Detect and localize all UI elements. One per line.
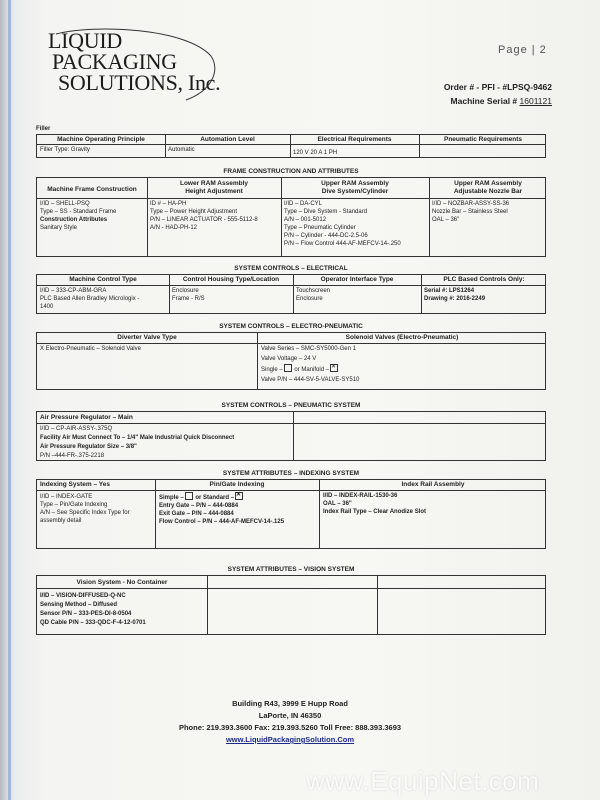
standard-checkbox[interactable] <box>235 492 243 500</box>
vision-section-title: SYSTEM ATTRIBUTES – VISION SYSTEM <box>227 566 355 573</box>
electrical-col1 <box>40 287 168 311</box>
binder-edge <box>0 0 16 800</box>
electrical-col3-line: Touchscreen <box>296 288 331 294</box>
frame-col4 <box>432 200 546 224</box>
manifold-checkbox[interactable] <box>330 364 338 372</box>
indexing-col1-line: I/ID – INDEX-GATE <box>40 494 93 500</box>
frame-header-lower-ram <box>147 180 281 196</box>
filler-header-principle: Machine Operating Principle <box>57 136 145 143</box>
filler-type-value: Filler Type: Gravity <box>40 147 90 153</box>
electrical-col1-line: I/ID – 333-CP-ABM-GRA <box>40 288 107 294</box>
frame-col2-line: A/N - HAD-PH-12 <box>150 225 198 231</box>
frame-col1-line: Sanitary Style <box>40 225 78 231</box>
electrical-col1-line: PLC Based Allen Bradley Micrologix - <box>40 296 140 302</box>
electrical-col2-line: Frame - R/S <box>172 296 205 302</box>
frame-header-lower-ram-line1: Lower RAM Assembly <box>179 180 249 187</box>
indexing-col3-line: OAL – 36" <box>323 501 352 507</box>
filler-header-pneumatic: Pneumatic Requirements <box>443 136 523 143</box>
plc-drawing: Drawing #: 2016-2249 <box>424 296 486 302</box>
indexing-header: Indexing System – Yes <box>40 481 110 488</box>
single-checkbox[interactable] <box>284 364 292 372</box>
plc-serial: Serial #: LPS1264 <box>424 288 475 294</box>
vision-line: QD Cable P/N – 333-QDC-F-4-12-0701 <box>40 620 146 626</box>
frame-col3-line: A/N – 001-5012 <box>284 217 327 223</box>
frame-header-construction: Machine Frame Construction <box>47 186 137 193</box>
frame-col3-line: P/N – Cylinder - 444-DC-2.5-06 <box>284 233 368 239</box>
valve-voltage: Valve Voltage – 24 V <box>261 355 317 362</box>
frame-col3-line: Type – Pneumatic Cylinder <box>284 225 356 231</box>
electrical-table <box>36 274 546 314</box>
air-regulator-line: I/ID – CP-AIR-ASSY-.375Q <box>40 426 113 432</box>
manifold-label: or Manifold – <box>294 367 330 373</box>
filler-table <box>36 134 546 158</box>
air-regulator-line: Facility Air Must Connect To – 1/4" Male Industrial Quick Disconnect <box>40 435 235 441</box>
frame-header-nozzle-line2: Adjustable Nozzle Bar <box>453 188 523 195</box>
frame-col2 <box>150 200 280 232</box>
equipnet-watermark: www.EquipNet.com <box>306 766 540 796</box>
frame-col1-line: Construction Attributes <box>40 217 108 223</box>
air-regulator-line: Air Pressure Regulator Size – 3/8" <box>40 444 137 450</box>
electrical-col3 <box>296 287 330 303</box>
frame-col1 <box>40 200 146 232</box>
frame-header-lower-ram-line2: Height Adjustment <box>185 188 243 195</box>
pneumatic-section-title: SYSTEM CONTROLS – PNEUMATIC SYSTEM <box>221 402 361 409</box>
indexing-col1-line: Type – Pin/Gate Indexing <box>40 502 108 508</box>
frame-col1-line: I/ID – SHELL-PSQ <box>40 201 90 207</box>
electrical-section-title: SYSTEM CONTROLS – ELECTRICAL <box>234 265 348 272</box>
frame-header-dive-line1: Upper RAM Assembly <box>321 180 389 187</box>
vision-line: Sensor P/N – 333-PES-DI-8-0504 <box>40 611 132 617</box>
indexing-col1-line: assembly detail <box>40 518 82 524</box>
electrical-header-control: Machine Control Type <box>69 276 137 283</box>
frame-col3-line: I/ID – DA-CYL <box>284 201 323 207</box>
single-manifold-row <box>261 364 541 376</box>
automation-value: Automatic <box>168 147 195 153</box>
filler-header-electrical: Electrical Requirements <box>317 136 392 143</box>
air-regulator-line: P/N –444-FR-.375-2218 <box>40 453 105 459</box>
footer-city: LaPorte, IN 46350 <box>258 711 322 720</box>
exit-gate-pn: Exit Gate – P/N – 444-0884 <box>159 511 234 517</box>
frame-col3 <box>284 200 428 248</box>
frame-header-nozzle-line1: Upper RAM Assembly <box>454 180 522 187</box>
electro-pneumatic-section-title: SYSTEM CONTROLS – ELECTRO-PNEUMATIC <box>219 323 363 330</box>
order-number: Order # - PFI - #LPSQ-9462 <box>443 82 552 92</box>
indexing-col3-line: Index Rail Type – Clear Anodize Slot <box>323 509 427 515</box>
frame-col2-line: P/N – LINEAR ACTUATOR - 555-5112-8 <box>150 217 258 223</box>
frame-col4-line: OAL – 36" <box>432 217 460 223</box>
vision-header: Vision System - No Container <box>76 579 168 586</box>
vision-line: I/ID – VISION-DIFFUSED-Q-NC <box>40 593 126 599</box>
index-rail-header: Index Rail Assembly <box>401 481 465 488</box>
air-regulator-header: Air Pressure Regulator – Main <box>40 414 133 421</box>
electrical-col1-line: 1400 <box>40 304 54 310</box>
logo-line-1: LIQUID <box>48 28 122 53</box>
frame-col3-line: Type – Dive System - Standard <box>284 209 368 215</box>
footer-street: Building R43, 3999 E Hupp Road <box>232 699 348 708</box>
solenoid-valves-header: Solenoid Valves (Electro-Pneumatic) <box>345 334 459 341</box>
pin-gate-header: Pin/Gate Indexing <box>209 481 265 488</box>
electrical-value: 120 V 20 A 1 PH <box>293 150 338 156</box>
frame-col1-line: Type – SS - Standard Frame <box>40 209 117 215</box>
filler-section-label: Filler <box>36 126 51 132</box>
indexing-col1-line: A/N – See Specific Index Type for <box>40 510 130 516</box>
frame-col4-line: I/ID – NOZBAR-ASSY-SS-36 <box>432 201 510 207</box>
valve-series: Valve Series – SMC-SY5000-Gen 1 <box>261 346 356 352</box>
serial-value: 1601121 <box>519 96 552 106</box>
page-number: Page | 2 <box>498 44 547 56</box>
frame-table <box>36 177 546 257</box>
electrical-col4 <box>424 287 485 303</box>
footer-address <box>160 698 420 746</box>
air-regulator-details <box>40 425 340 461</box>
standard-label: or Standard – <box>195 495 235 501</box>
serial-label: Machine Serial # <box>450 96 518 106</box>
indexing-col3-line: I/ID – INDEX-RAIL-1530-36 <box>323 493 398 499</box>
frame-header-dive-line2: Dive System/Cylinder <box>321 188 389 195</box>
vision-line: Sensing Method – Diffused <box>40 602 118 608</box>
electrical-header-housing: Control Housing Type/Location <box>182 276 280 283</box>
order-info <box>444 80 552 108</box>
indexing-table <box>36 479 546 549</box>
footer-website-link[interactable]: www.LiquidPackagingSolution.Com <box>225 735 355 744</box>
simple-standard-row <box>159 492 319 502</box>
simple-label: Simple – <box>159 495 184 501</box>
diverter-valve-header: Diverter Valve Type <box>117 334 177 341</box>
indexing-col2 <box>159 492 319 526</box>
filler-header-automation: Automation Level <box>200 136 255 143</box>
diverter-valve-value: X Electro-Pneumatic – Solenoid Valve <box>40 346 141 352</box>
electrical-col2-line: Enclosure <box>172 288 199 294</box>
indexing-section-title: SYSTEM ATTRIBUTES – INDEXING SYSTEM <box>222 470 360 477</box>
logo-line-3: SOLUTIONS, Inc. <box>58 70 221 95</box>
frame-col3-line: P/N – Flow Control 444-AF-MEFCV-14-.250 <box>284 241 401 247</box>
electrical-col3-line: Enclosure <box>296 296 323 302</box>
pneumatic-table <box>36 411 546 461</box>
electro-pneumatic-table <box>36 332 546 390</box>
electrical-col2 <box>172 287 205 303</box>
machine-serial <box>444 94 552 108</box>
vision-details <box>40 592 206 628</box>
solenoid-details <box>261 345 541 385</box>
frame-col4-line: Nozzle Bar – Stainless Steel <box>432 209 508 215</box>
footer-phones: Phone: 219.393.3600 Fax: 219.393.5260 Toll Free: 888.393.3693 <box>178 723 402 732</box>
electrical-header-interface: Operator Interface Type <box>320 276 394 283</box>
vision-table <box>36 575 546 635</box>
logo-line-2: PACKAGING <box>52 49 177 74</box>
electrical-header-plc: PLC Based Controls Only: <box>443 276 525 283</box>
simple-checkbox[interactable] <box>185 492 193 500</box>
indexing-col1 <box>40 493 154 525</box>
frame-col2-line: Type – Power Height Adjustment <box>150 209 238 215</box>
frame-section-title: FRAME CONSTRUCTION AND ATTRIBUTES <box>223 168 359 175</box>
entry-gate-pn: Entry Gate – P/N – 444-0884 <box>159 503 239 509</box>
frame-header-upper-ram-nozzle <box>429 180 547 196</box>
indexing-col3 <box>323 492 543 516</box>
single-label: Single – <box>261 367 283 373</box>
flow-control-pn: Flow Control – P/N – 444-AF-MEFCV-14-.125 <box>159 519 285 525</box>
frame-col2-line: ID # – HA-PH <box>150 201 187 207</box>
company-logo <box>48 30 220 93</box>
valve-pn: Valve P/N – 444-SV-5-VALVE-SY510 <box>261 376 360 383</box>
frame-header-upper-ram-dive <box>281 180 429 196</box>
